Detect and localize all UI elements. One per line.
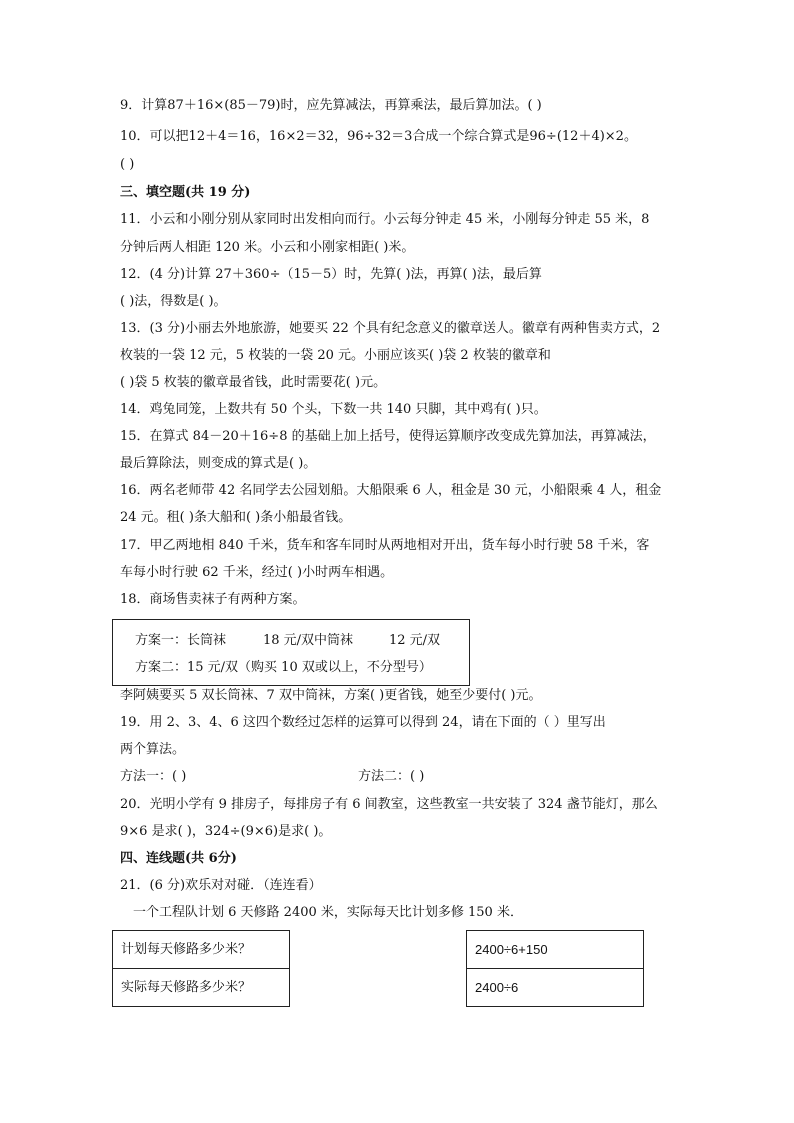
match-left-box <box>112 930 290 1007</box>
question-12-line1: 12．(4 分)计算 27＋360÷（15－5）时，先算( )法，再算( )法，最后算 <box>120 267 542 282</box>
plan-1-label: 方案一：长筒袜 <box>135 633 227 648</box>
question-20-line1: 20．光明小学有 9 排房子，每排房子有 6 间教室，这些教室一共安装了 324 盏节能灯，那么 <box>120 797 658 812</box>
question-16-line1: 16．两名老师带 42 名同学去公园划船。大船限乘 6 人，租金是 30 元，小船限乘 4 人，租金 <box>120 483 662 498</box>
question-11-line2: 分钟后两人相距 120 米。小云和小刚家相距( )米。 <box>120 240 415 255</box>
match-right-box <box>466 930 644 1007</box>
match-right-item[interactable]: 2400÷6+150 <box>467 931 643 969</box>
question-13-line3: ( )袋 5 枚装的徽章最省钱，此时需要花( )元。 <box>120 375 387 390</box>
question-17-line1: 17．甲乙两地相 840 千米，货车和客车同时从两地相对开出，货车每小时行驶 58 千米，客 <box>120 538 650 553</box>
question-19-line2: 两个算法。 <box>120 742 186 757</box>
match-left-item[interactable]: 计划每天修路多少米？ <box>113 931 289 969</box>
question-10: 10．可以把12＋4＝16，16×2＝32，96÷32＝3合成一个综合算式是96÷(12＋4)×2。 <box>120 129 637 144</box>
question-11-line1: 11．小云和小刚分别从家同时出发相向而行。小云每分钟走 45 米，小刚每分钟走 55 米，8 <box>120 212 650 227</box>
question-13-line2: 枚装的一袋 12 元，5 枚装的一袋 20 元。小丽应该买( )袋 2 枚装的徽章和 <box>120 348 551 363</box>
match-left-item[interactable]: 实际每天修路多少米？ <box>121 980 252 995</box>
method-1: 方法一：( ) <box>120 769 187 784</box>
question-18: 18．商场售卖袜子有两种方案。 <box>120 592 306 607</box>
section-3-title: 三、填空题(共 19 分) <box>120 185 251 200</box>
plans-box <box>112 619 470 686</box>
question-15-line2: 最后算除法，则变成的算式是( )。 <box>120 456 317 471</box>
question-19-line1: 19．用 2、3、4、6 这四个数经过怎样的运算可以得到 24，请在下面的（ ）里写出 <box>120 715 606 730</box>
question-15-line1: 15．在算式 84－20＋16÷8 的基础上加上括号，使得运算顺序改变成先算加法，再算减法， <box>120 429 656 444</box>
question-17-line2: 车每小时行驶 62 千米，经过( )小时两车相遇。 <box>120 565 394 580</box>
question-12-line2: ( )法，得数是( )。 <box>120 294 227 309</box>
question-21-statement: 一个工程队计划 6 天修路 2400 米，实际每天比计划多修 150 米． <box>133 905 523 920</box>
question-20-line2: 9×6 是求( )，324÷(9×6)是求( )。 <box>120 824 332 839</box>
question-18-ask: 李阿姨要买 5 双长筒袜、7 双中筒袜，方案( )更省钱，她至少要付( )元。 <box>120 688 542 703</box>
match-right-item[interactable]: 2400÷6 <box>475 980 519 995</box>
method-2: 方法二：( ) <box>358 769 425 784</box>
plan-1-price-2: 12 元/双 <box>389 633 441 648</box>
section-4-title: 四、连线题(共 6分) <box>120 851 237 866</box>
question-13-line1: 13．(3 分)小丽去外地旅游，她要买 22 个具有纪念意义的徽章送人。徽章有两种售卖方式，2 <box>120 321 661 336</box>
plan-2: 方案二：15 元/双（购买 10 双或以上，不分型号） <box>135 660 432 675</box>
question-14: 14．鸡兔同笼，上数共有 50 个头，下数一共 140 只脚，其中鸡有( )只。 <box>120 402 547 417</box>
question-10-answer: ( ) <box>120 157 135 172</box>
question-21: 21．(6 分)欢乐对对碰．（连连看） <box>120 878 322 893</box>
question-9: 9．计算87＋16×(85－79)时，应先算减法，再算乘法，最后算加法。( ) <box>120 98 542 113</box>
plan-1-price: 18 元/双中筒袜 <box>263 633 354 648</box>
question-16-line2: 24 元。租( )条大船和( )条小船最省钱。 <box>120 510 352 525</box>
